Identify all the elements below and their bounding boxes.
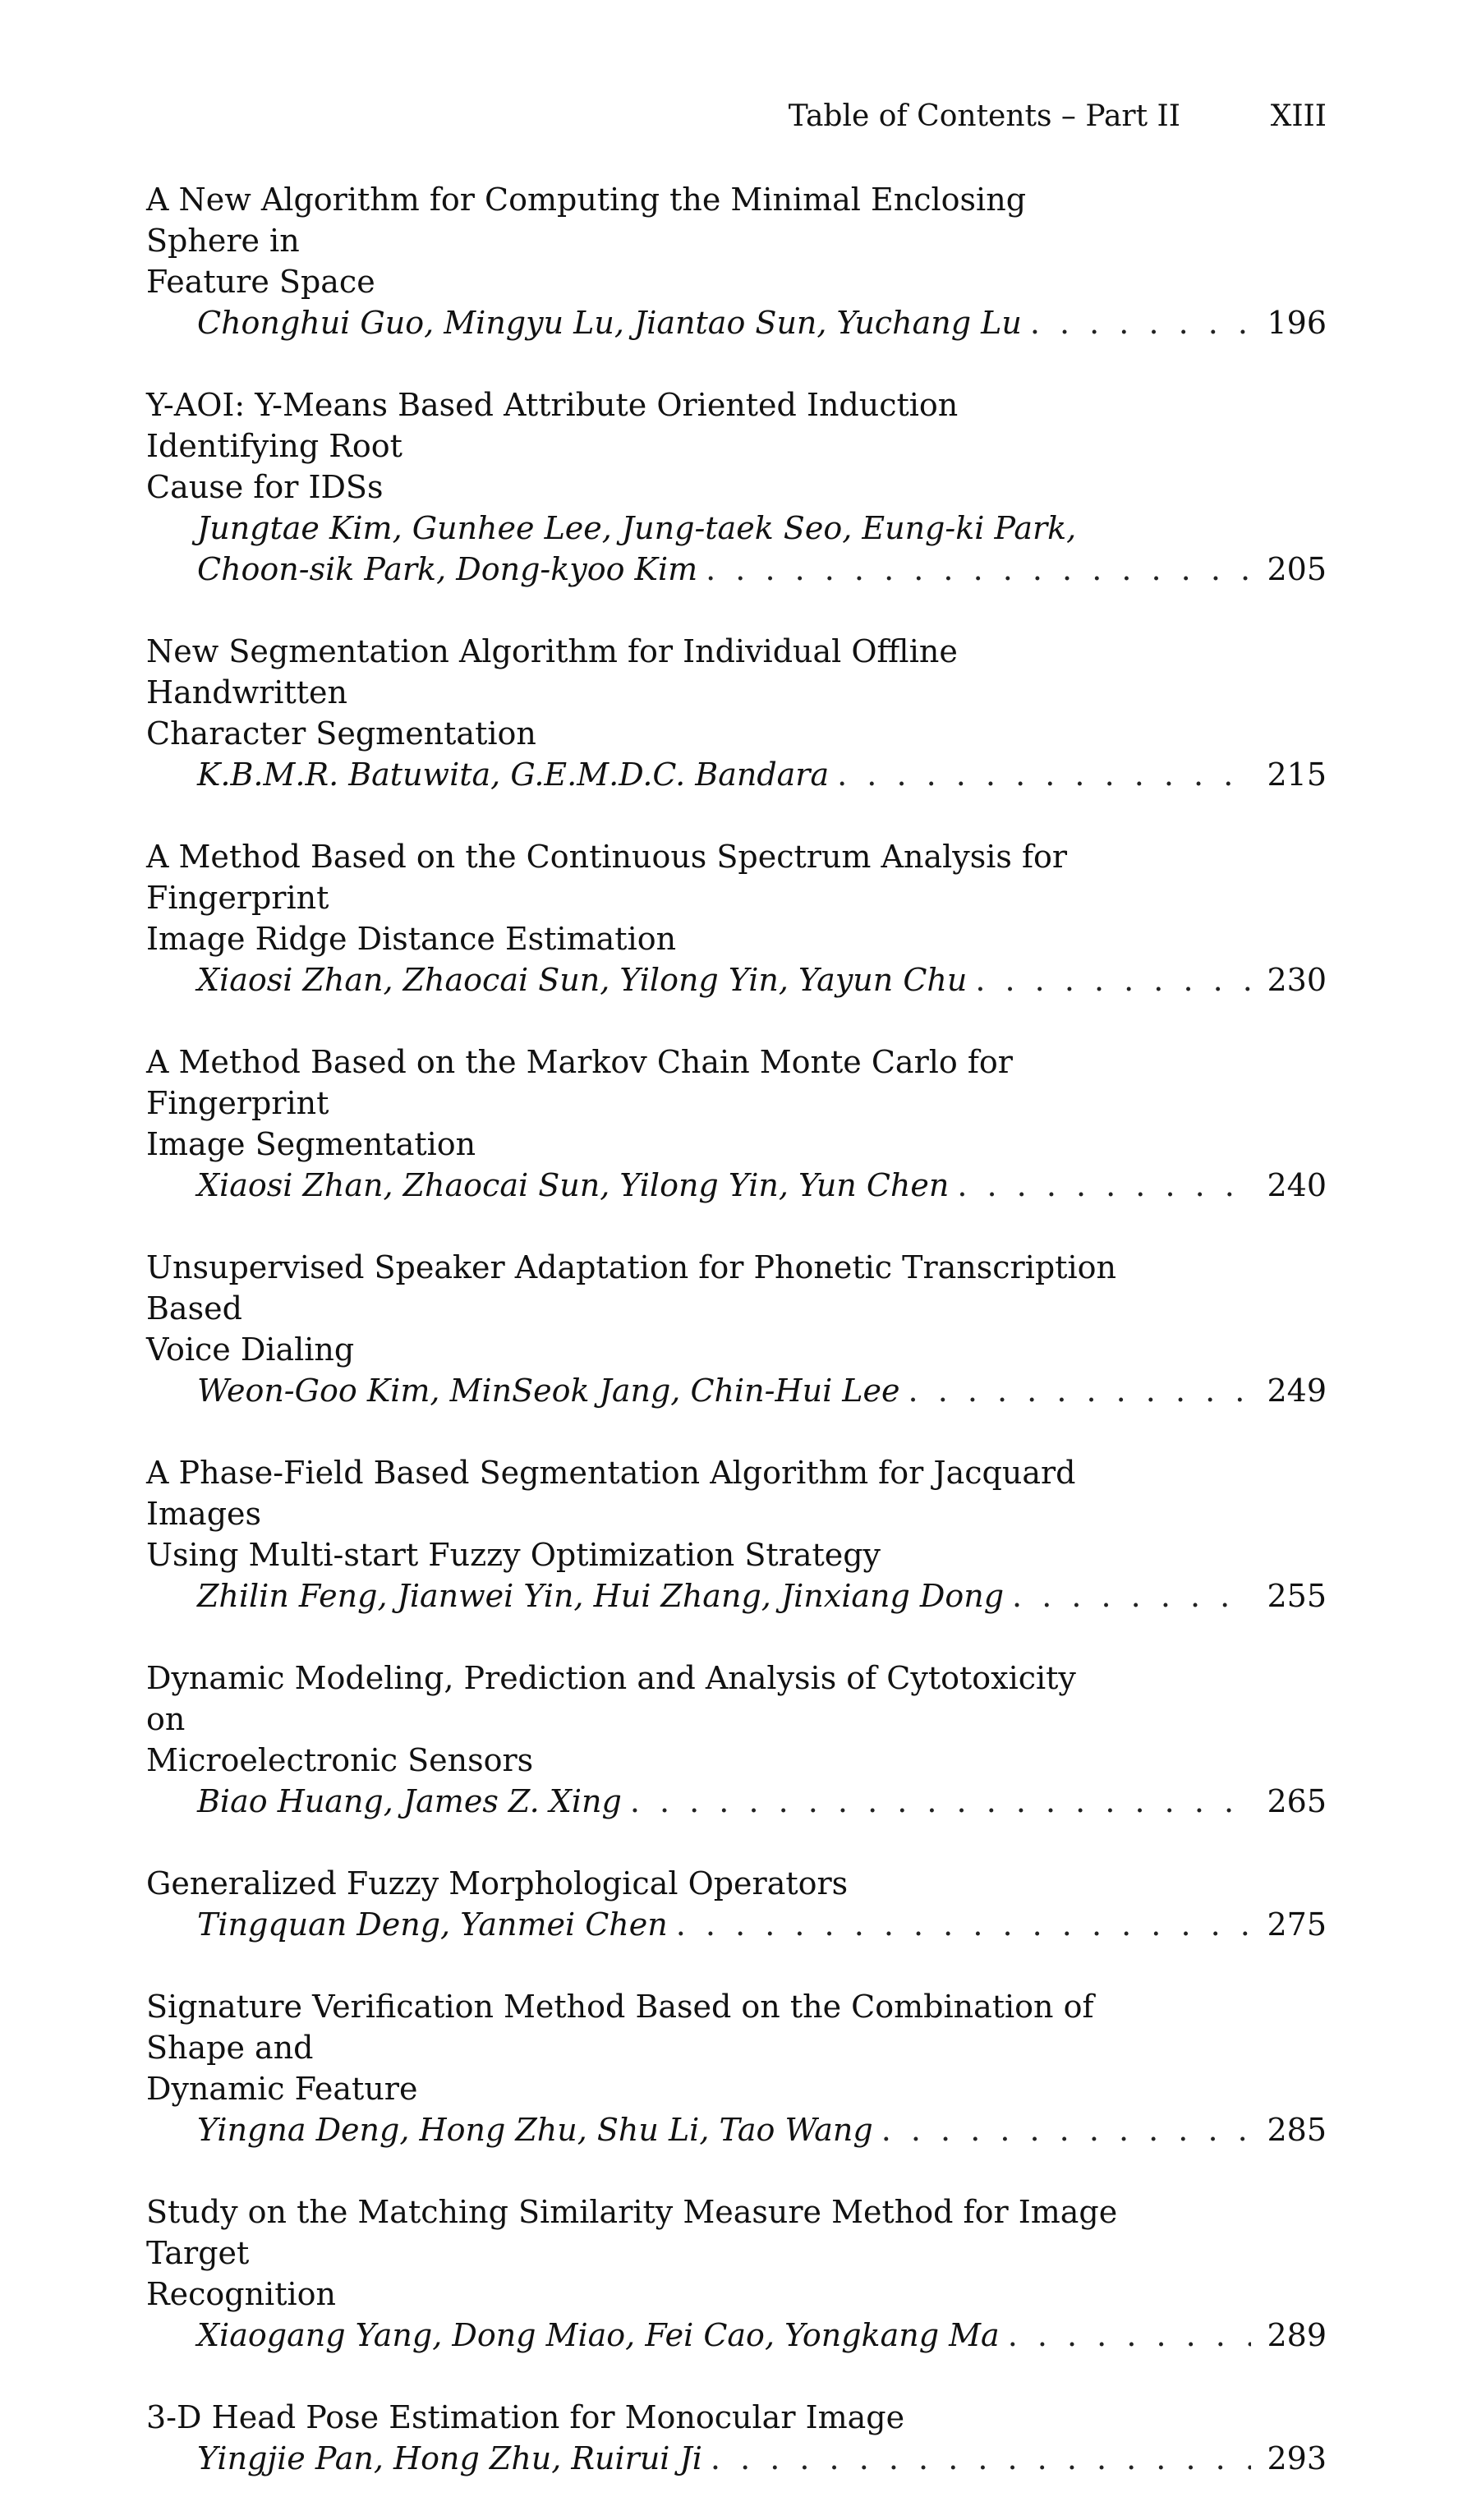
toc-entry bbox=[146, 179, 1327, 343]
entry-page-number: 240 bbox=[1267, 1167, 1327, 1203]
entry-page-number: 265 bbox=[1267, 1783, 1327, 1819]
dot-leader bbox=[630, 1781, 1251, 1822]
dot-leader bbox=[881, 2109, 1251, 2150]
entry-title: 3-D Head Pose Estimation for Monocular Image bbox=[146, 2399, 905, 2435]
entry-title: A New Algorithm for Computing the Minimal Enclosing Sphere in Feature Space bbox=[146, 182, 1027, 300]
toc-entry bbox=[146, 631, 1327, 795]
toc-entries bbox=[146, 179, 1327, 2520]
entry-authors-line bbox=[146, 302, 1327, 343]
entry-authors-line bbox=[146, 1370, 1327, 1411]
entry-authors-line bbox=[146, 2109, 1327, 2150]
dot-leader bbox=[676, 1904, 1251, 1945]
entry-title: Generalized Fuzzy Morphological Operators bbox=[146, 1865, 849, 1901]
page-folio: XIII bbox=[1270, 99, 1327, 133]
entry-authors-line bbox=[146, 959, 1327, 1000]
dot-leader bbox=[975, 959, 1251, 1000]
entry-title: A Phase-Field Based Segmentation Algorithm for Jacquard Images Using Multi-start Fuzzy Optimization Strategy bbox=[146, 1455, 1076, 1573]
entry-title: Study on the Matching Similarity Measure Method for Image Target Recognition bbox=[146, 2194, 1118, 2312]
entry-authors: Tingquan Deng, Yanmei Chen bbox=[197, 1906, 668, 1943]
dot-leader bbox=[706, 549, 1251, 590]
entry-title: Signature Verification Method Based on the Combination of Shape and Dynamic Feature bbox=[146, 1989, 1094, 2107]
entry-page-number: 255 bbox=[1267, 1578, 1327, 1614]
document-page bbox=[146, 0, 1327, 2476]
toc-entry bbox=[146, 384, 1327, 590]
entry-authors: Weon-Goo Kim, MinSeok Jang, Chin-Hui Lee bbox=[197, 1373, 900, 1409]
entry-page-number: 289 bbox=[1267, 2317, 1327, 2353]
entry-title: Unsupervised Speaker Adaptation for Phonetic Transcription Based Voice Dialing bbox=[146, 1249, 1116, 1368]
entry-authors: Yingjie Pan, Hong Zhu, Ruirui Ji bbox=[197, 2440, 702, 2476]
entry-authors: Xiaosi Zhan, Zhaocai Sun, Yilong Yin, Yun Chen bbox=[197, 1167, 950, 1203]
entry-authors: Choon-sik Park, Dong-kyoo Kim bbox=[197, 551, 698, 587]
entry-authors-line bbox=[146, 1165, 1327, 1206]
entry-page-number: 230 bbox=[1267, 962, 1327, 998]
entry-page-number: 275 bbox=[1267, 1906, 1327, 1943]
toc-entry bbox=[146, 1658, 1327, 1822]
toc-entry bbox=[146, 1863, 1327, 1945]
entry-authors: Xiaosi Zhan, Zhaocai Sun, Yilong Yin, Yayun Chu bbox=[197, 962, 968, 998]
entry-authors-line bbox=[146, 2438, 1327, 2479]
toc-entry bbox=[146, 1452, 1327, 1616]
dot-leader bbox=[1030, 302, 1251, 343]
toc-entry bbox=[146, 2397, 1327, 2479]
entry-authors: Biao Huang, James Z. Xing bbox=[197, 1783, 622, 1819]
entry-authors-line bbox=[146, 754, 1327, 795]
entry-authors: Zhilin Feng, Jianwei Yin, Hui Zhang, Jinxiang Dong bbox=[197, 1578, 1005, 1614]
entry-authors: Yingna Deng, Hong Zhu, Shu Li, Tao Wang bbox=[197, 2112, 873, 2148]
entry-authors-line bbox=[146, 1904, 1327, 1945]
entry-authors-line bbox=[146, 508, 1327, 590]
entry-authors: Chonghui Guo, Mingyu Lu, Jiantao Sun, Yuchang Lu bbox=[197, 305, 1022, 341]
toc-entry bbox=[146, 1986, 1327, 2150]
entry-title: Y-AOI: Y-Means Based Attribute Oriented Induction Identifying Root Cause for IDSs bbox=[146, 387, 959, 505]
entry-authors-line bbox=[146, 1575, 1327, 1616]
toc-entry bbox=[146, 1247, 1327, 1411]
entry-title: A Method Based on the Markov Chain Monte Carlo for Fingerprint Image Segmentation bbox=[146, 1044, 1013, 1162]
entry-page-number: 285 bbox=[1267, 2112, 1327, 2148]
dot-leader bbox=[711, 2438, 1251, 2479]
toc-entry bbox=[146, 836, 1327, 1000]
entry-page-number: 196 bbox=[1267, 305, 1327, 341]
entry-title: New Segmentation Algorithm for Individual Offline Handwritten Character Segmentation bbox=[146, 633, 958, 752]
entry-authors-line bbox=[146, 1781, 1327, 1822]
toc-entry bbox=[146, 1042, 1327, 1206]
entry-authors-line bbox=[146, 2315, 1327, 2356]
entry-page-number: 249 bbox=[1267, 1373, 1327, 1409]
running-title: Table of Contents – Part II bbox=[788, 99, 1180, 133]
entry-authors: K.B.M.R. Batuwita, G.E.M.D.C. Bandara bbox=[197, 756, 830, 793]
dot-leader bbox=[1008, 2315, 1251, 2356]
entry-title: Dynamic Modeling, Prediction and Analysis of Cytotoxicity on Microelectronic Sensors bbox=[146, 1660, 1076, 1778]
toc-entry bbox=[146, 2191, 1327, 2356]
entry-page-number: 293 bbox=[1267, 2440, 1327, 2476]
dot-leader bbox=[1012, 1575, 1251, 1616]
dot-leader bbox=[908, 1370, 1251, 1411]
entry-page-number: 205 bbox=[1267, 551, 1327, 587]
entry-page-number: 215 bbox=[1267, 756, 1327, 793]
entry-authors: Jungtae Kim, Gunhee Lee, Jung-taek Seo, Eung-ki Park, bbox=[197, 510, 1077, 546]
running-head bbox=[146, 97, 1327, 136]
entry-title: A Method Based on the Continuous Spectrum Analysis for Fingerprint Image Ridge Distance Estimation bbox=[146, 839, 1068, 957]
entry-authors: Xiaogang Yang, Dong Miao, Fei Cao, Yongkang Ma bbox=[197, 2317, 1000, 2353]
dot-leader bbox=[957, 1165, 1251, 1206]
dot-leader bbox=[837, 754, 1251, 795]
